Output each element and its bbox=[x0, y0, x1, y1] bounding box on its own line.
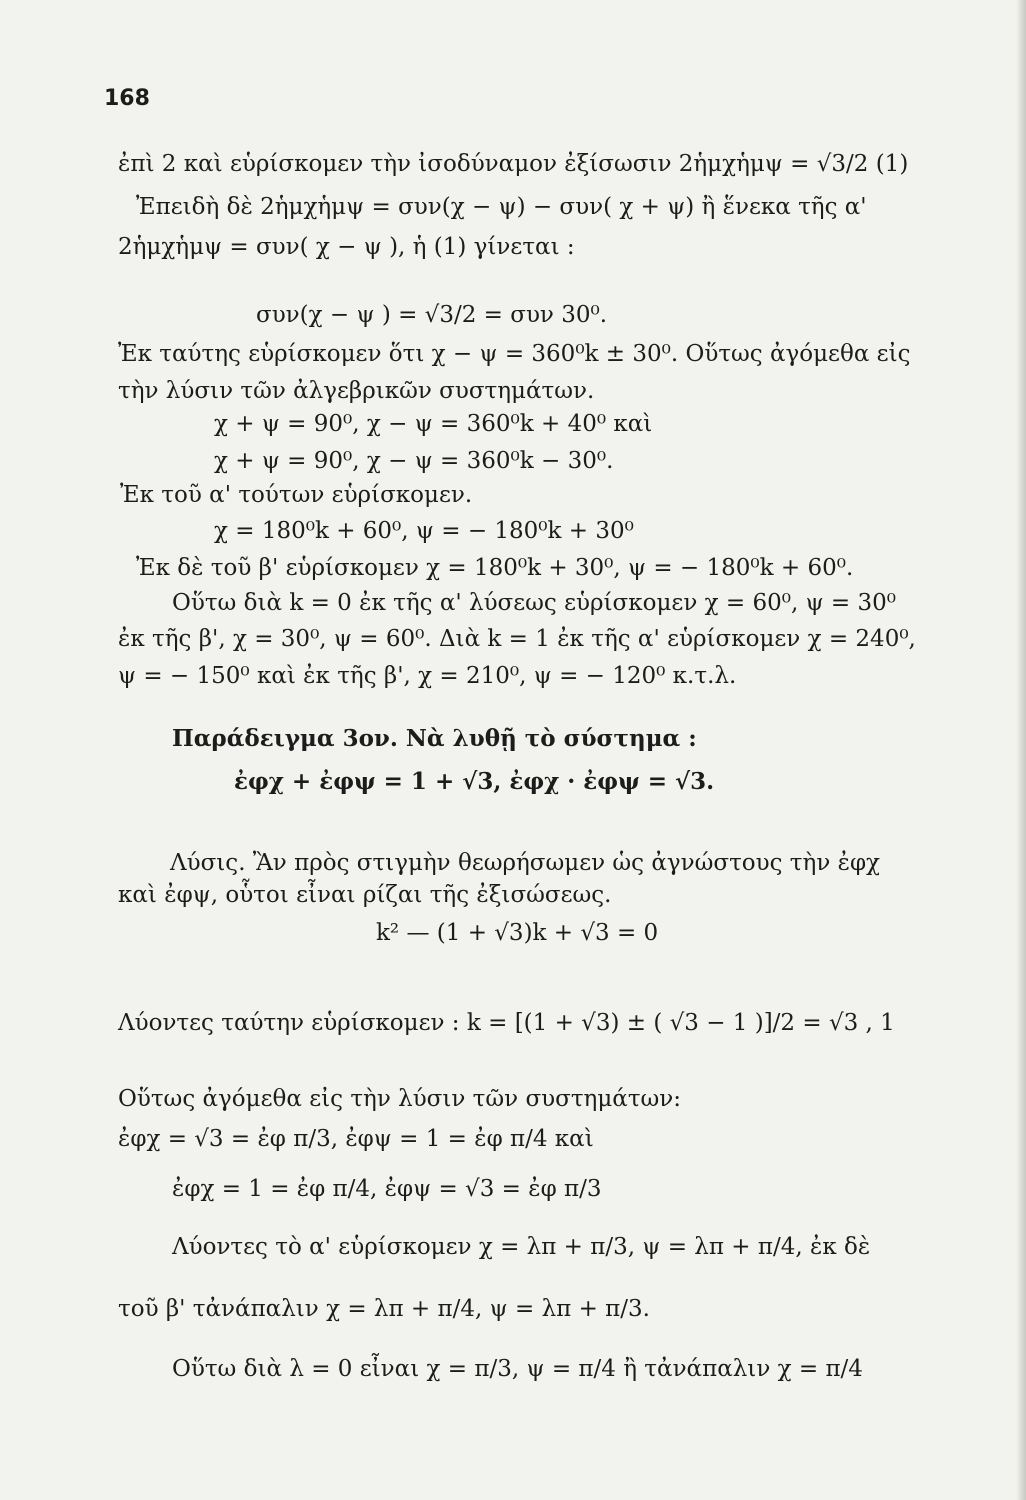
page-number: 168 bbox=[104, 86, 150, 111]
quadratic-equation: k² — (1 + √3)k + √3 = 0 bbox=[376, 920, 659, 946]
line-solution: Λύσις. Ἂν πρὸς στιγμὴν θεωρήσωμεν ὡς ἀγνώστους τὴν ἐφχ bbox=[170, 850, 880, 876]
line-2: Ἐπειδὴ δὲ 2ἡμχἡμψ = συν(χ − ψ) − συν( χ + ψ) ἢ ἕνεκα τῆς α' bbox=[136, 194, 867, 220]
line-7: χ + ψ = 90⁰, χ − ψ = 360⁰k + 40⁰ καὶ bbox=[214, 411, 653, 437]
line-13: ἐκ τῆς β', χ = 30⁰, ψ = 60⁰. Διὰ k = 1 ἐκ τῆς α' εὑρίσκομεν χ = 240⁰, bbox=[118, 626, 916, 652]
system-equation: ἐφχ + ἐφψ = 1 + √3, ἐφχ · ἐφψ = √3. bbox=[234, 768, 715, 795]
line-11: Ἐκ δὲ τοῦ β' εὑρίσκομεν χ = 180⁰k + 30⁰, ψ = − 180⁰k + 60⁰. bbox=[136, 555, 854, 581]
line-20: Λύοντες ταύτην εὑρίσκομεν : k = [(1 + √3) ± ( √3 − 1 )]/2 = √3 , 1 bbox=[118, 1010, 895, 1036]
line-14: ψ = − 150⁰ καὶ ἐκ τῆς β', χ = 210⁰, ψ = − 120⁰ κ.τ.λ. bbox=[118, 663, 737, 689]
line-8: χ + ψ = 90⁰, χ − ψ = 360⁰k − 30⁰. bbox=[214, 448, 614, 474]
example-heading: Παράδειγμα 3ον. Νὰ λυθῇ τὸ σύστημα : bbox=[172, 725, 697, 752]
line-4: συν(χ − ψ ) = √3/2 = συν 30⁰. bbox=[256, 302, 608, 328]
line-5: Ἐκ ταύτης εὑρίσκομεν ὅτι χ − ψ = 360⁰k ± 30⁰. Οὕτως ἀγόμεθα εἰς bbox=[118, 341, 911, 367]
line-18: καὶ ἐφψ, οὗτοι εἶναι ρίζαι τῆς ἐξισώσεως. bbox=[118, 882, 612, 908]
line-25: τοῦ β' τἀνάπαλιν χ = λπ + π/4, ψ = λπ + π/3. bbox=[118, 1296, 650, 1322]
line-9: Ἐκ τοῦ α' τούτων εὑρίσκομεν. bbox=[120, 482, 473, 508]
line-3: 2ἡμχἡμψ = συν( χ − ψ ), ἡ (1) γίνεται : bbox=[118, 234, 575, 260]
line-6: τὴν λύσιν τῶν ἀλγεβρικῶν συστημάτων. bbox=[118, 378, 595, 404]
page-edge bbox=[1016, 0, 1026, 1500]
line-10: χ = 180⁰k + 60⁰, ψ = − 180⁰k + 30⁰ bbox=[214, 518, 634, 544]
line-21: Οὕτως ἀγόμεθα εἰς τὴν λύσιν τῶν συστημάτων: bbox=[118, 1086, 682, 1112]
line-12: Οὕτω διὰ k = 0 ἐκ τῆς α' λύσεως εὑρίσκομεν χ = 60⁰, ψ = 30⁰ bbox=[172, 590, 896, 616]
line-24: Λύοντες τὸ α' εὑρίσκομεν χ = λπ + π/3, ψ = λπ + π/4, ἐκ δὲ bbox=[172, 1234, 871, 1260]
line-22: ἐφχ = √3 = ἐφ π/3, ἐφψ = 1 = ἐφ π/4 καὶ bbox=[118, 1126, 594, 1152]
line-23: ἐφχ = 1 = ἐφ π/4, ἐφψ = √3 = ἐφ π/3 bbox=[172, 1176, 602, 1202]
line-1: ἐπὶ 2 καὶ εὑρίσκομεν τὴν ἰσοδύναμον ἐξίσωσιν 2ἡμχἡμψ = √3/2 (1) bbox=[118, 151, 909, 177]
line-26: Οὕτω διὰ λ = 0 εἶναι χ = π/3, ψ = π/4 ἢ τἀνάπαλιν χ = π/4 bbox=[172, 1356, 863, 1382]
